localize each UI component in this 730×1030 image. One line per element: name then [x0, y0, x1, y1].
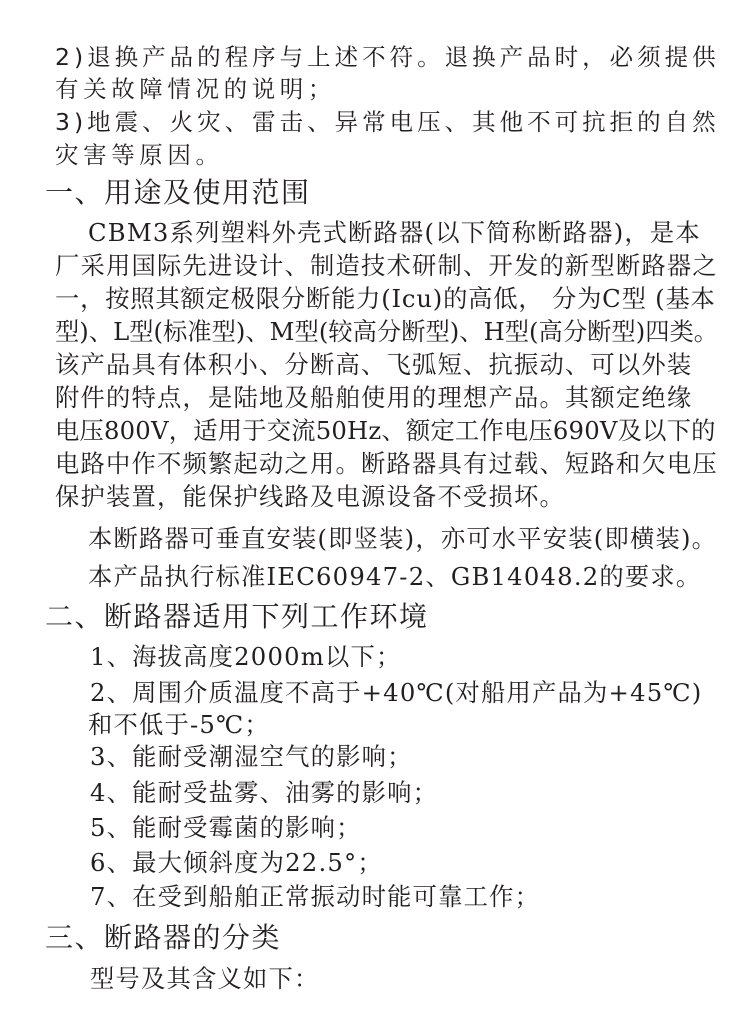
- list-item-1: 1、海拔高度2000m以下；: [90, 642, 402, 671]
- section-1-para-1-line-3: 一，按照其额定极限分断能力(Icu)的高低， 分为C型 (基本: [55, 284, 716, 313]
- section-1-para-1-line-6: 附件的特点，是陆地及船舶使用的理想产品。其额定绝缘: [55, 383, 693, 412]
- list-item-7: 7、在受到船舶正常振动时能可靠工作；: [90, 882, 541, 911]
- list-item-2-continued: 和不低于-5℃；: [88, 710, 270, 739]
- section-1-para-1-line-9: 保护装置，能保护线路及电源设备不受损坏。: [55, 482, 565, 511]
- section-1-para-1-line-8: 电路中作不频繁起动之用。断路器具有过载、短路和欠电压: [55, 449, 718, 478]
- section-1-para-1-line-5: 该产品具有体积小、分断高、飞弧短、抗振动、可以外装: [55, 350, 693, 379]
- list-item-2: 2、周围介质温度不高于+40℃(对船用产品为+45℃): [90, 678, 703, 707]
- list-item-3: 3、能耐受潮湿空气的影响；: [90, 742, 413, 771]
- intro-line-4: 灾害等原因。: [55, 141, 224, 169]
- section-2-heading: 二、断路器适用下列工作环境: [45, 600, 429, 633]
- intro-line-2: 有关故障情况的说明；: [55, 75, 336, 103]
- section-3-text: 型号及其含义如下：: [90, 964, 320, 993]
- section-3-heading: 三、断路器的分类: [45, 921, 282, 954]
- list-item-4: 4、能耐受盐雾、油雾的影响；: [90, 778, 439, 807]
- list-item-5: 5、能耐受霉菌的影响；: [90, 813, 362, 842]
- section-1-para-1-line-4: 型)、L型(标准型)、M型(较高分断型)、H型(高分断型)四类。: [55, 317, 719, 346]
- section-1-para-3: 本产品执行标准IEC60947-2、GB14048.2的要求。: [88, 562, 702, 591]
- section-1-para-1-line-7: 电压800V，适用于交流50Hz、额定工作电压690V及以下的: [55, 416, 716, 445]
- section-1-para-1-line-2: 厂采用国际先进设计、制造技术研制、开发的新型断路器之: [55, 251, 718, 280]
- intro-line-1: 2)退换产品的程序与上述不符。退换产品时，必须提供: [55, 43, 720, 71]
- intro-line-3: 3)地震、火灾、雷击、异常电压、其他不可抗拒的自然: [55, 108, 720, 136]
- section-1-para-2: 本断路器可垂直安装(即竖装)，亦可水平安装(即横装)。: [88, 524, 718, 553]
- section-1-para-1-line-1: CBM3系列塑料外壳式断路器(以下简称断路器)，是本: [88, 218, 701, 247]
- section-1-heading: 一、用途及使用范围: [45, 176, 311, 209]
- list-item-6: 6、最大倾斜度为22.5°；: [90, 848, 383, 877]
